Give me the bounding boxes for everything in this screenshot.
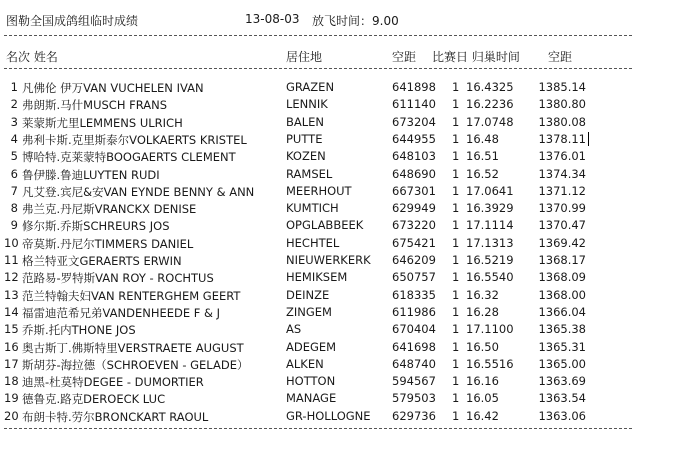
distance-cell: 667301	[392, 183, 436, 198]
table-row	[0, 409, 680, 426]
day-cell: 1	[452, 339, 460, 354]
rank-cell: 3	[10, 114, 18, 129]
distance-cell: 670404	[392, 322, 436, 337]
rank-cell: 14	[4, 304, 19, 319]
distance-cell: 644955	[392, 131, 436, 146]
name-cell: 博哈特.克莱蒙特BOOGAERTS CLEMENT	[22, 150, 236, 165]
name-cell: 奥古斯丁.佛斯特里VERSTRAETE AUGUST	[22, 340, 244, 355]
rank-cell: 15	[4, 322, 19, 337]
rank-cell: 13	[4, 287, 19, 302]
table-row	[0, 340, 680, 357]
divider-top	[4, 35, 632, 36]
location-cell: ZINGEM	[286, 304, 332, 319]
table-row	[0, 115, 680, 132]
return-time-cell: 17.0748	[466, 114, 514, 129]
release-time: 放飞时间：9.00	[312, 14, 399, 28]
speed-cell: 1378.11	[538, 131, 586, 146]
name-cell: 德鲁克.路克DEROECK LUC	[22, 392, 166, 407]
return-time-cell: 16.05	[466, 391, 499, 406]
distance-cell: 675421	[392, 235, 436, 250]
distance-cell: 618335	[392, 287, 436, 302]
table-row	[0, 97, 680, 114]
rank-cell: 12	[4, 270, 19, 285]
rank-cell: 10	[4, 235, 19, 250]
name-cell: 格兰特亚文GERAERTS ERWIN	[22, 254, 182, 268]
divider-header	[4, 68, 632, 69]
speed-cell: 1385.14	[538, 80, 586, 94]
speed-cell: 1380.80	[538, 97, 586, 112]
location-cell: NIEUWERKERK	[286, 253, 371, 267]
table-row	[0, 305, 680, 322]
location-cell: GRAZEN	[286, 80, 335, 94]
distance-cell: 579503	[392, 391, 436, 406]
day-cell: 1	[452, 114, 460, 129]
distance-cell: 646209	[392, 253, 436, 267]
table-row	[0, 357, 680, 374]
speed-cell: 1365.31	[538, 339, 586, 354]
location-cell: LENNIK	[286, 97, 328, 112]
distance-cell: 673204	[392, 114, 436, 129]
name-cell: 帝莫斯.丹尼尔TIMMERS DANIEL	[22, 236, 194, 251]
location-cell: AS	[286, 322, 302, 337]
distance-cell: 648740	[392, 356, 436, 371]
rank-cell: 6	[10, 166, 18, 181]
distance-cell: 594567	[392, 374, 436, 389]
return-time-cell: 16.51	[466, 149, 499, 164]
distance-cell: 648103	[392, 149, 436, 164]
name-cell: 乔斯.托内THONE JOS	[22, 323, 136, 338]
speed-cell: 1368.17	[538, 253, 586, 267]
name-cell: 范兰特翰夫妇VAN RENTERGHEM GEERT	[22, 288, 241, 303]
location-cell: HECHTEL	[286, 235, 340, 250]
rank-cell: 5	[10, 149, 18, 164]
day-cell: 1	[452, 149, 460, 164]
rank-cell: 11	[4, 253, 19, 267]
day-cell: 1	[452, 322, 460, 337]
header-rank-name: 名次 姓名	[6, 50, 58, 64]
table-row	[0, 374, 680, 391]
return-time-cell: 16.5219	[466, 253, 514, 267]
table-row	[0, 288, 680, 305]
name-cell: 弗兰克.丹尼斯VRANCKX DENISE	[22, 202, 197, 217]
rank-cell: 8	[10, 201, 18, 216]
table-row	[0, 184, 680, 201]
table-row	[0, 149, 680, 166]
return-time-cell: 16.48	[466, 131, 499, 146]
distance-cell: 648690	[392, 166, 436, 181]
return-time-cell: 16.32	[466, 287, 499, 302]
speed-cell: 1366.04	[538, 304, 586, 319]
rank-cell: 16	[4, 339, 19, 354]
day-cell: 1	[452, 80, 460, 94]
return-time-cell: 16.4325	[466, 80, 514, 94]
name-cell: 福雷迪范希兄弟VANDENHEEDE F & J	[22, 305, 221, 320]
location-cell: ALKEN	[286, 356, 324, 371]
return-time-cell: 17.1100	[466, 322, 514, 337]
name-cell: 弗朗斯.马什MUSCH FRANS	[22, 98, 168, 113]
name-cell: 凡艾登.宾尼&安VAN EYNDE BENNY & ANN	[22, 184, 255, 199]
day-cell: 1	[452, 408, 460, 423]
day-cell: 1	[452, 166, 460, 181]
table-row	[0, 80, 680, 97]
return-time-cell: 16.2236	[466, 97, 514, 112]
speed-cell: 1371.12	[538, 183, 586, 198]
location-cell: MANAGE	[286, 391, 337, 406]
divider-bottom	[4, 428, 632, 429]
return-time-cell: 16.5516	[466, 356, 514, 371]
document-title: 图勒全国成鸽组临时成绩	[6, 14, 139, 28]
return-time-cell: 17.1313	[466, 235, 514, 250]
day-cell: 1	[452, 391, 460, 406]
speed-cell: 1369.42	[538, 235, 586, 250]
header-distance: 空距	[392, 50, 417, 64]
location-cell: RAMSEL	[286, 166, 333, 181]
distance-cell: 611986	[392, 304, 436, 319]
speed-cell: 1368.09	[538, 270, 586, 285]
location-cell: ADEGEM	[286, 339, 337, 354]
speed-cell: 1370.99	[538, 201, 586, 216]
distance-cell: 650757	[392, 270, 436, 285]
table-row	[0, 236, 680, 253]
name-cell: 布朗卡特.劳尔BRONCKART RAOUL	[22, 409, 209, 424]
table-row	[0, 132, 680, 149]
table-row	[0, 270, 680, 287]
location-cell: GR-HOLLOGNE	[286, 408, 371, 423]
day-cell: 1	[452, 235, 460, 250]
location-cell: DEINZE	[286, 287, 330, 302]
distance-cell: 673220	[392, 218, 436, 233]
name-cell: 凡佛伦 伊万VAN VUCHELEN IVAN	[22, 81, 204, 95]
speed-cell: 1363.69	[538, 374, 586, 389]
day-cell: 1	[452, 304, 460, 319]
day-cell: 1	[452, 183, 460, 198]
header-location: 居住地	[286, 50, 323, 64]
day-cell: 1	[452, 253, 460, 267]
rank-cell: 2	[10, 97, 18, 112]
race-date: 13-08-03	[245, 12, 300, 26]
header-speed: 空距	[548, 50, 573, 64]
location-cell: KUMTICH	[286, 201, 339, 216]
day-cell: 1	[452, 287, 460, 302]
location-cell: BALEN	[286, 114, 325, 129]
speed-cell: 1363.54	[538, 391, 586, 406]
return-time-cell: 17.1114	[466, 218, 514, 233]
day-cell: 1	[452, 270, 460, 285]
name-cell: 弗利卡斯.克里斯泰尔VOLKAERTS KRISTEL	[22, 132, 247, 147]
day-cell: 1	[452, 131, 460, 146]
speed-cell: 1380.08	[538, 114, 586, 129]
rank-cell: 1	[10, 80, 18, 94]
rank-cell: 4	[10, 131, 18, 146]
speed-cell: 1376.01	[538, 149, 586, 164]
name-cell: 迪黑-杜莫特DEGEE - DUMORTIER	[22, 375, 204, 390]
location-cell: OPGLABBEEK	[286, 218, 364, 233]
location-cell: HOTTON	[286, 374, 336, 389]
day-cell: 1	[452, 97, 460, 112]
return-time-cell: 16.50	[466, 339, 499, 354]
location-cell: PUTTE	[286, 131, 323, 146]
speed-cell: 1370.47	[538, 218, 586, 233]
rank-cell: 7	[10, 183, 18, 198]
speed-cell: 1374.34	[538, 166, 586, 181]
speed-cell: 1363.06	[538, 408, 586, 423]
table-row	[0, 253, 680, 270]
return-time-cell: 16.5540	[466, 270, 514, 285]
return-time-cell: 16.28	[466, 304, 499, 319]
name-cell: 范路易-罗特斯VAN ROY - ROCHTUS	[22, 271, 214, 286]
rank-cell: 17	[4, 356, 19, 371]
table-row	[0, 218, 680, 235]
speed-cell: 1368.00	[538, 287, 586, 302]
table-row	[0, 322, 680, 339]
return-time-cell: 17.0641	[466, 183, 514, 198]
table-row	[0, 391, 680, 408]
rank-cell: 9	[10, 218, 18, 233]
return-time-cell: 16.16	[466, 374, 499, 389]
rank-cell: 19	[4, 391, 19, 406]
table-row	[0, 201, 680, 218]
speed-cell: 1365.00	[538, 356, 586, 371]
day-cell: 1	[452, 374, 460, 389]
return-time-cell: 16.52	[466, 166, 499, 181]
name-cell: 修尔斯.乔斯SCHREURS JOS	[22, 219, 170, 234]
rank-cell: 18	[4, 374, 19, 389]
location-cell: HEMIKSEM	[286, 270, 348, 285]
distance-cell: 641698	[392, 339, 436, 354]
location-cell: KOZEN	[286, 149, 326, 164]
return-time-cell: 16.42	[466, 408, 499, 423]
distance-cell: 611140	[392, 97, 436, 112]
rank-cell: 20	[4, 408, 19, 423]
distance-cell: 629736	[392, 408, 436, 423]
day-cell: 1	[452, 356, 460, 371]
day-cell: 1	[452, 201, 460, 216]
name-cell: 鲁伊滕.鲁迪LUYTEN RUDI	[22, 167, 160, 182]
distance-cell: 629949	[392, 201, 436, 216]
day-cell: 1	[452, 218, 460, 233]
location-cell: MEERHOUT	[286, 183, 352, 198]
header-day-time: 比赛日 归巢时间	[432, 50, 520, 64]
speed-cell: 1365.38	[538, 322, 586, 337]
table-row	[0, 167, 680, 184]
name-cell: 斯胡芬-海拉德（SCHROEVEN - GELADE）	[22, 357, 249, 372]
name-cell: 莱蒙斯尤里LEMMENS ULRICH	[22, 115, 183, 130]
text-cursor	[588, 132, 589, 146]
return-time-cell: 16.3929	[466, 201, 514, 216]
distance-cell: 641898	[392, 80, 436, 94]
